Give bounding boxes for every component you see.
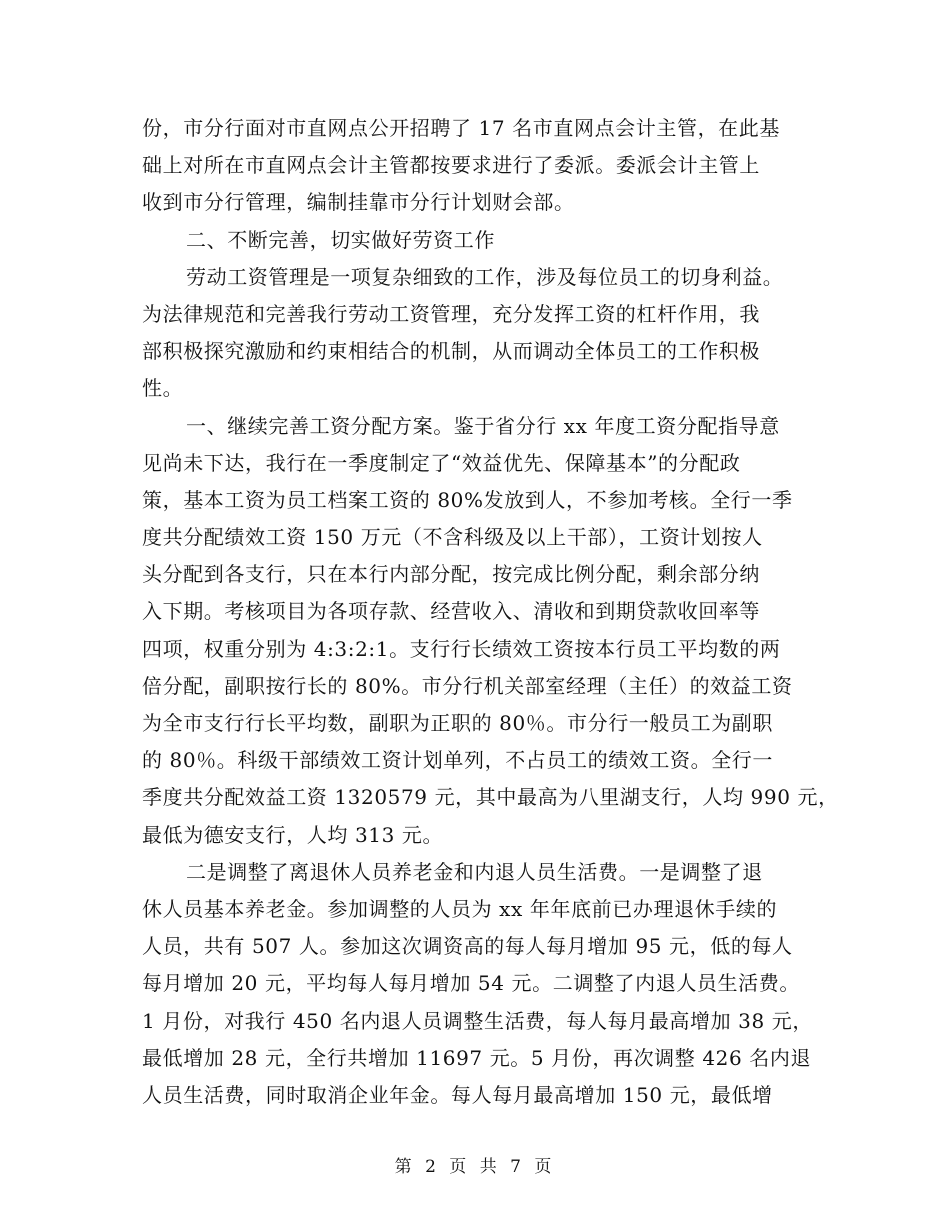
text-line: 策，基本工资为员工档案工资的 80%发放到人，不参加考核。全行一季: [142, 487, 793, 512]
text-line: 倍分配，副职按行长的 80%。市分行机关部室经理（主任）的效益工资: [142, 673, 793, 698]
text-line: 1 月份，对我行 450 名内退人员调整生活费，每人每月最高增加 38 元，: [142, 1008, 813, 1033]
text-line: 人员生活费，同时取消企业年金。每人每月最高增加 150 元，最低增: [142, 1082, 773, 1107]
text-line: 最低增加 28 元，全行共增加 11697 元。5 月份，再次调整 426 名内退: [142, 1045, 812, 1070]
text-line: 一、继续完善工资分配方案。鉴于省分行 xx 年度工资分配指导意: [186, 413, 780, 438]
text-line: 休人员基本养老金。参加调整的人员为 xx 年年底前已办理退休手续的: [142, 896, 778, 921]
text-line: 为全市支行行长平均数，副职为正职的 80％。市分行一般员工为副职: [142, 711, 774, 735]
text-line: 季度共分配效益工资 1320579 元，其中最高为八里湖支行，人均 990 元，: [142, 785, 839, 810]
text-line: 础上对所在市直网点会计主管都按要求进行了委派。委派会计主管上: [142, 153, 760, 178]
text-line: 度共分配绩效工资 150 万元（不含科级及以上干部），工资计划按人: [142, 525, 763, 550]
text-line: 性。: [142, 376, 184, 401]
text-line: 最低为德安支行，人均 313 元。: [142, 822, 444, 847]
text-line: 份，市分行面对市直网点公开招聘了 17 名市直网点会计主管，在此基: [142, 116, 780, 140]
text-line: 收到市分行管理，编制挂靠市分行计划财会部。: [142, 190, 575, 215]
section-heading: 二、不断完善，切实做好劳资工作: [186, 227, 495, 252]
text-line: 见尚未下达，我行在一季度制定了“效益优先、保障基本”的分配政: [142, 450, 741, 475]
text-line: 二是调整了离退休人员养老金和内退人员生活费。一是调整了退: [186, 859, 763, 884]
text-line: 为法律规范和完善我行劳动工资管理，充分发挥工资的杠杆作用，我: [142, 301, 760, 326]
text-line: 四项，权重分别为 4:3:2:1。支行行长绩效工资按本行员工平均数的两: [142, 636, 781, 661]
text-line: 的 80％。科级干部绩效工资计划单列，不占员工的绩效工资。全行一: [142, 748, 774, 773]
text-line: 劳动工资管理是一项复杂细致的工作，涉及每位员工的切身利益。: [186, 264, 784, 289]
text-line: 入下期。考核项目为各项存款、经营收入、清收和到期贷款收回率等: [142, 599, 760, 624]
text-line: 部积极探究激励和约束相结合的机制，从而调动全体员工的工作积极: [142, 339, 760, 364]
text-line: 头分配到各支行，只在本行内部分配，按完成比例分配，剩余部分纳: [142, 562, 760, 587]
page-number-footer: 第 2 页 共 7 页: [394, 1157, 556, 1177]
text-line: 人员，共有 507 人。参加这次调资高的每人每月增加 95 元，低的每人: [142, 934, 793, 959]
document-body: [142, 110, 839, 1114]
text-line: 每月增加 20 元，平均每人每月增加 54 元。二调整了内退人员生活费。: [142, 971, 800, 996]
